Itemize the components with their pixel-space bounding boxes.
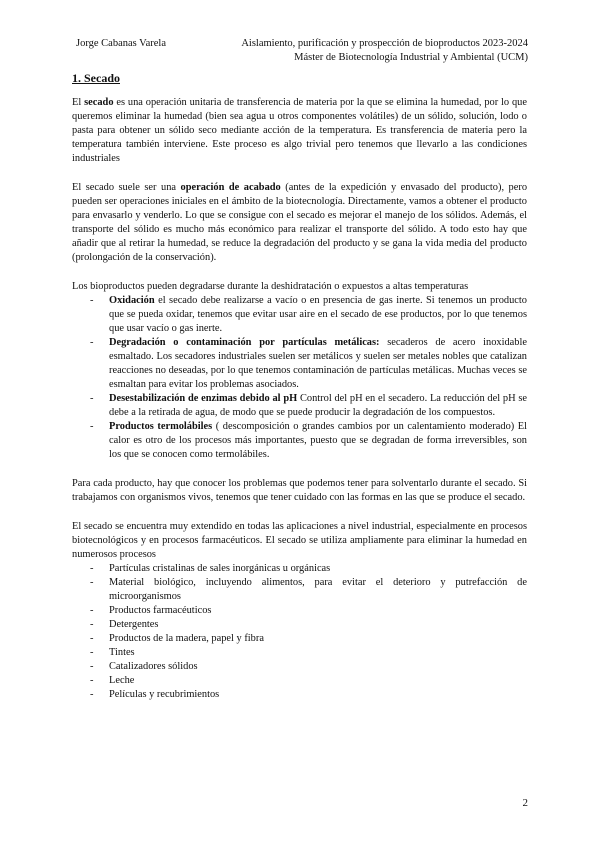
list-item xyxy=(72,604,527,618)
author-name: Jorge Cabanas Varela xyxy=(76,38,166,49)
list-item xyxy=(72,674,527,688)
risk-title: Desestabilización de enzimas debido al pH xyxy=(109,393,298,404)
list-item xyxy=(72,562,527,576)
paragraph-applications-intro: El secado se encuentra muy extendido en todas las aplicaciones a nivel industrial, especialmente en procesos biotecnológicos y en procesos farmacéuticos. El secado se utiliza ampliamente para eliminar la humedad en numerosos procesos xyxy=(72,521,527,560)
risk-text: el secado debe realizarse a vacío o en presencia de gas inerte. Si tenemos un producto que se pueda oxidar, tenemos que evitar usar aire en el secado de ese productos, por lo que tenemos que usar vacío o gas inerte. xyxy=(109,295,527,334)
dash-bullet: - xyxy=(90,605,94,616)
dash-bullet: - xyxy=(90,393,94,404)
dash-bullet: - xyxy=(90,619,94,630)
list-item xyxy=(72,392,527,420)
text-run: El secado suele ser una xyxy=(72,182,181,193)
page-number: 2 xyxy=(522,797,528,809)
list-item xyxy=(72,660,527,674)
application-text: Productos farmacéuticos xyxy=(109,605,212,616)
list-item xyxy=(72,576,527,604)
text-run: El xyxy=(72,97,85,108)
list-item xyxy=(72,688,527,702)
risk-title: Oxidación xyxy=(109,295,155,306)
text-run: es una operación unitaria de transferencia de materia por la que se elimina la humedad, por lo que queremos eliminar la humedad (bien sea agua u otros componentes volátiles) de un sólido, solución, lodo o pasta para obtener un sólido seco mediante acción de la temperatura. Es transferencia de materia pero la temperatura también interviene. Este proceso es algo trivial pero tenemos que llevarlo a las condiciones industriales xyxy=(72,97,527,164)
application-text: Leche xyxy=(109,675,135,686)
risk-title: Degradación o contaminación por partículas metálicas: xyxy=(109,337,380,348)
bold-term: operación de acabado xyxy=(180,182,281,193)
paragraph-finishing xyxy=(72,181,527,265)
dash-bullet: - xyxy=(90,337,94,348)
application-text: Películas y recubrimientos xyxy=(109,689,220,700)
risk-list xyxy=(72,294,527,462)
text-run: (antes de la expedición y envasado del producto), pero pueden ser operaciones iniciales en el ámbito de la biotecnología. Directamente, vamos a obtener el producto para envasarlo y venderlo. Lo que se consigue con el secado es mejorar el manejo de los sólidos. Además, el transporte del sólido es mucho más económico para realizar el transporte del sólido. A todo esto hay que añadir que al retirar la humedad, se reduce la degradación del producto y se gana la vida media del producto (prolongación de la conservación). xyxy=(72,182,528,263)
dash-bullet: - xyxy=(90,675,94,686)
paragraph-definition xyxy=(72,96,527,166)
application-text: Detergentes xyxy=(109,619,159,630)
dash-bullet: - xyxy=(90,295,94,306)
page-content xyxy=(72,70,527,702)
dash-bullet: - xyxy=(90,563,94,574)
application-text: Material biológico, incluyendo alimentos, para evitar el deterioro y putrefacción de microorganismos xyxy=(109,577,527,602)
section-title: 1. Secado xyxy=(72,71,120,85)
risk-text: ( descomposición o grandes cambios por un calentamiento moderado) El calor es otro de los procesos más importantes, puesto que se degradan de forma irreversibles, son los que se conocen como termolábiles. xyxy=(109,421,528,460)
list-item xyxy=(72,632,527,646)
dash-bullet: - xyxy=(90,647,94,658)
dash-bullet: - xyxy=(90,577,94,588)
paragraph-degradation-intro: Los bioproductos pueden degradarse durante la deshidratación o expuestos a altas temperaturas xyxy=(72,281,469,292)
dash-bullet: - xyxy=(90,421,94,432)
risk-title: Productos termolábiles xyxy=(109,421,213,432)
list-item xyxy=(72,646,527,660)
program-title: Máster de Biotecnología Industrial y Ambiental (UCM) xyxy=(294,52,528,63)
application-text: Tintes xyxy=(109,647,135,658)
risk-text: secaderos de acero inoxidable esmaltado. Los secadores industriales suelen ser metálicos y suelen ser metales nobles que catalizan reacciones no deseadas, por lo que tenemos contaminación de partículas metálicas. Muchas veces se esmaltan para evitar los problemas asociados. xyxy=(109,337,527,390)
list-item xyxy=(72,420,527,462)
course-title: Aislamiento, purificación y prospección de bioproductos 2023-2024 xyxy=(241,38,528,49)
dash-bullet: - xyxy=(90,633,94,644)
list-item xyxy=(72,294,527,336)
bold-term: secado xyxy=(84,97,114,108)
list-item xyxy=(72,618,527,632)
header-course-info xyxy=(241,37,528,65)
list-item xyxy=(72,336,527,392)
paragraph-product-problems: Para cada producto, hay que conocer los problemas que podemos tener para solventarlo durante el secado. Si trabajamos con organismos vivos, tenemos que tener cuidado con las formas en las que se produce el secado. xyxy=(72,478,527,503)
applications-list xyxy=(72,562,527,702)
application-text: Partículas cristalinas de sales inorgánicas u orgánicas xyxy=(109,563,331,574)
application-text: Productos de la madera, papel y fibra xyxy=(109,633,264,644)
application-text: Catalizadores sólidos xyxy=(109,661,198,672)
dash-bullet: - xyxy=(90,689,94,700)
dash-bullet: - xyxy=(90,661,94,672)
risk-text: Control del pH en el secadero. La reducción del pH se debe a la retirada de agua, de modo que se puede producir la degradación de los compuestos. xyxy=(109,393,528,418)
